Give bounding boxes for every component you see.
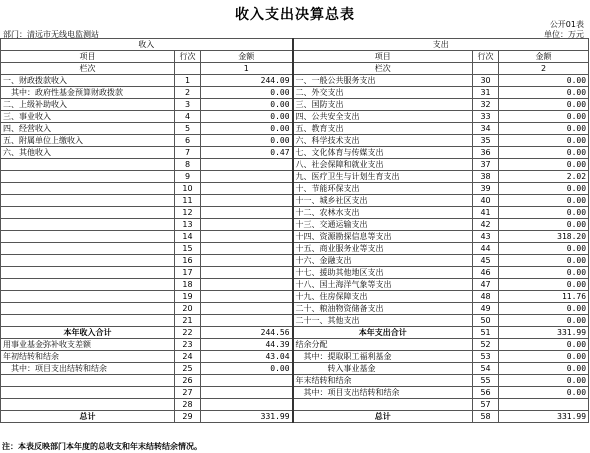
income-line-cell: 14	[175, 231, 201, 243]
expense-item-cell: 总计	[293, 411, 473, 423]
table-row	[1, 375, 589, 387]
table-row	[1, 99, 589, 111]
income-line-cell: 28	[175, 399, 201, 411]
income-amount-cell	[201, 375, 293, 387]
income-amount-cell: 331.99	[201, 411, 293, 423]
income-amount-cell	[201, 303, 293, 315]
expense-item-cell: 十二、农林水支出	[293, 207, 473, 219]
summary-table	[0, 38, 589, 423]
income-item-cell	[1, 303, 175, 315]
income-item-cell: 其中：政府性基金预算财政拨款	[1, 87, 175, 99]
income-amount-cell	[201, 219, 293, 231]
expense-amount-cell: 0.00	[499, 159, 589, 171]
table-row	[1, 75, 589, 87]
income-line-cell: 24	[175, 351, 201, 363]
expense-line-cell: 47	[473, 279, 499, 291]
expense-item-cell: 结余分配	[293, 339, 473, 351]
expense-item-cell: 六、科学技术支出	[293, 135, 473, 147]
expense-line-cell: 50	[473, 315, 499, 327]
income-amount-cell: 44.39	[201, 339, 293, 351]
expense-amount-cell: 0.00	[499, 375, 589, 387]
income-item-cell	[1, 399, 175, 411]
income-amount-cell	[201, 183, 293, 195]
table-row	[1, 399, 589, 411]
expense-amount-cell: 0.00	[499, 147, 589, 159]
header-row-column-index	[1, 63, 589, 75]
expense-line-cell: 40	[473, 195, 499, 207]
expense-item-cell: 本年支出合计	[293, 327, 473, 339]
expense-amount-cell: 0.00	[499, 195, 589, 207]
expense-line-cell: 55	[473, 375, 499, 387]
expense-item-header: 项目	[293, 51, 473, 63]
table-row	[1, 87, 589, 99]
income-item-cell: 一、财政拨款收入	[1, 75, 175, 87]
expense-amount-cell: 0.00	[499, 315, 589, 327]
expense-line-cell: 41	[473, 207, 499, 219]
income-column-blank	[175, 63, 201, 75]
expense-line-cell: 46	[473, 267, 499, 279]
income-amount-cell	[201, 255, 293, 267]
table-row	[1, 243, 589, 255]
expense-item-cell: 二十、粮油物资储备支出	[293, 303, 473, 315]
expense-amount-cell: 0.00	[499, 75, 589, 87]
income-amount-cell	[201, 159, 293, 171]
expense-item-cell: 其中：项目支出结转和结余	[293, 387, 473, 399]
table-row	[1, 255, 589, 267]
income-column-label: 栏次	[1, 63, 175, 75]
expense-line-cell: 48	[473, 291, 499, 303]
table-row	[1, 111, 589, 123]
table-row	[1, 387, 589, 399]
income-line-cell: 3	[175, 99, 201, 111]
expense-amount-cell: 331.99	[499, 411, 589, 423]
income-item-cell: 五、附属单位上缴收入	[1, 135, 175, 147]
table-row	[1, 147, 589, 159]
income-item-cell	[1, 291, 175, 303]
income-amount-cell: 244.09	[201, 75, 293, 87]
income-item-cell: 其中：项目支出结转和结余	[1, 363, 175, 375]
page-title: 收入支出决算总表	[235, 7, 355, 23]
expense-item-cell: 九、医疗卫生与计划生育支出	[293, 171, 473, 183]
expense-amount-cell: 0.00	[499, 87, 589, 99]
income-item-cell	[1, 171, 175, 183]
income-item-cell	[1, 183, 175, 195]
table-row	[1, 195, 589, 207]
expense-line-cell: 51	[473, 327, 499, 339]
table-row	[1, 159, 589, 171]
income-item-cell: 总计	[1, 411, 175, 423]
income-line-cell: 26	[175, 375, 201, 387]
income-item-cell	[1, 315, 175, 327]
expense-column-number: 2	[499, 63, 589, 75]
income-item-cell	[1, 243, 175, 255]
income-header: 收入	[1, 39, 293, 51]
income-line-cell: 5	[175, 123, 201, 135]
expense-item-cell: 十三、交通运输支出	[293, 219, 473, 231]
table-row	[1, 327, 589, 339]
expense-item-cell	[293, 399, 473, 411]
expense-line-cell: 58	[473, 411, 499, 423]
table-row	[1, 171, 589, 183]
income-line-cell: 16	[175, 255, 201, 267]
income-line-cell: 4	[175, 111, 201, 123]
expense-item-cell: 十五、商业服务业等支出	[293, 243, 473, 255]
income-line-cell: 27	[175, 387, 201, 399]
header-row-section	[1, 39, 589, 51]
table-row	[1, 279, 589, 291]
expense-item-cell: 转入事业基金	[293, 363, 473, 375]
expense-item-cell: 一、一般公共服务支出	[293, 75, 473, 87]
table-row	[1, 219, 589, 231]
expense-line-cell: 45	[473, 255, 499, 267]
income-line-cell: 17	[175, 267, 201, 279]
expense-item-cell: 十四、资源勘探信息等支出	[293, 231, 473, 243]
income-amount-cell	[201, 267, 293, 279]
income-amount-cell: 0.00	[201, 111, 293, 123]
table-row	[1, 123, 589, 135]
expense-amount-cell: 0.00	[499, 99, 589, 111]
expense-item-cell: 十六、金融支出	[293, 255, 473, 267]
expense-item-cell: 二十一、其他支出	[293, 315, 473, 327]
income-item-cell	[1, 387, 175, 399]
income-item-cell: 四、经营收入	[1, 123, 175, 135]
expense-line-cell: 35	[473, 135, 499, 147]
table-row	[1, 231, 589, 243]
expense-item-cell: 二、外交支出	[293, 87, 473, 99]
income-item-cell	[1, 195, 175, 207]
income-line-cell: 9	[175, 171, 201, 183]
expense-line-cell: 36	[473, 147, 499, 159]
expense-item-cell: 十九、住房保障支出	[293, 291, 473, 303]
income-line-cell: 19	[175, 291, 201, 303]
table-row	[1, 411, 589, 423]
expense-item-cell: 年末结转和结余	[293, 375, 473, 387]
table-row	[1, 351, 589, 363]
expense-item-cell: 四、公共安全支出	[293, 111, 473, 123]
expense-line-cell: 54	[473, 363, 499, 375]
income-item-cell	[1, 207, 175, 219]
expense-amount-cell: 0.00	[499, 207, 589, 219]
income-line-cell: 1	[175, 75, 201, 87]
income-amount-cell	[201, 315, 293, 327]
expense-line-cell: 53	[473, 351, 499, 363]
income-line-cell: 7	[175, 147, 201, 159]
income-line-cell: 21	[175, 315, 201, 327]
income-item-cell	[1, 279, 175, 291]
expense-amount-cell: 0.00	[499, 363, 589, 375]
expense-amount-cell: 0.00	[499, 111, 589, 123]
expense-item-cell: 七、文化体育与传媒支出	[293, 147, 473, 159]
income-line-cell: 6	[175, 135, 201, 147]
income-amount-cell	[201, 399, 293, 411]
expense-item-cell: 十、节能环保支出	[293, 183, 473, 195]
income-item-cell	[1, 219, 175, 231]
expense-amount-cell: 0.00	[499, 123, 589, 135]
expense-amount-cell: 0.00	[499, 183, 589, 195]
expense-item-cell: 十八、国土海洋气象等支出	[293, 279, 473, 291]
expense-amount-cell: 0.00	[499, 303, 589, 315]
expense-line-cell: 32	[473, 99, 499, 111]
expense-item-cell: 十一、城乡社区支出	[293, 195, 473, 207]
income-amount-cell: 244.56	[201, 327, 293, 339]
department-label: 部门：清远市无线电监测站	[3, 30, 99, 39]
income-amount-cell	[201, 171, 293, 183]
income-amount-cell: 43.04	[201, 351, 293, 363]
income-amount-cell	[201, 231, 293, 243]
expense-amount-cell: 0.00	[499, 279, 589, 291]
table-row	[1, 339, 589, 351]
income-item-cell	[1, 375, 175, 387]
expense-line-cell: 43	[473, 231, 499, 243]
income-item-cell: 用事业基金弥补收支差额	[1, 339, 175, 351]
expense-item-cell: 八、社会保障和就业支出	[293, 159, 473, 171]
income-line-cell: 11	[175, 195, 201, 207]
income-amount-cell	[201, 279, 293, 291]
expense-amount-cell: 0.00	[499, 255, 589, 267]
header-row-columns	[1, 51, 589, 63]
income-line-cell: 20	[175, 303, 201, 315]
expense-line-header: 行次	[473, 51, 499, 63]
income-line-cell: 25	[175, 363, 201, 375]
expense-amount-cell: 331.99	[499, 327, 589, 339]
table-row	[1, 303, 589, 315]
expense-amount-cell: 0.00	[499, 243, 589, 255]
expense-amount-cell: 11.76	[499, 291, 589, 303]
expense-line-cell: 38	[473, 171, 499, 183]
income-amount-cell: 0.00	[201, 135, 293, 147]
expense-line-cell: 30	[473, 75, 499, 87]
expense-amount-cell: 0.00	[499, 135, 589, 147]
table-row	[1, 135, 589, 147]
expense-item-cell: 五、教育支出	[293, 123, 473, 135]
expense-line-cell: 52	[473, 339, 499, 351]
income-amount-cell: 0.00	[201, 363, 293, 375]
expense-line-cell: 44	[473, 243, 499, 255]
income-column-number: 1	[201, 63, 293, 75]
footnote: 注：本表反映部门本年度的总收支和年末结转结余情况。	[2, 442, 202, 451]
income-line-cell: 29	[175, 411, 201, 423]
income-amount-cell: 0.47	[201, 147, 293, 159]
expense-line-cell: 31	[473, 87, 499, 99]
income-amount-cell: 0.00	[201, 99, 293, 111]
income-amount-cell	[201, 207, 293, 219]
income-amount-cell: 0.00	[201, 87, 293, 99]
income-item-cell	[1, 267, 175, 279]
income-line-cell: 10	[175, 183, 201, 195]
expense-amount-header: 金额	[499, 51, 589, 63]
table-row	[1, 363, 589, 375]
income-amount-cell	[201, 387, 293, 399]
income-line-cell: 18	[175, 279, 201, 291]
income-item-cell: 年初结转和结余	[1, 351, 175, 363]
income-amount-cell	[201, 243, 293, 255]
expense-line-cell: 57	[473, 399, 499, 411]
income-line-cell: 22	[175, 327, 201, 339]
income-amount-header: 金额	[201, 51, 293, 63]
table-row	[1, 291, 589, 303]
expense-item-cell: 其中：提取职工福利基金	[293, 351, 473, 363]
income-line-cell: 8	[175, 159, 201, 171]
expense-item-cell: 三、国防支出	[293, 99, 473, 111]
income-line-cell: 23	[175, 339, 201, 351]
expense-item-cell: 十七、援助其他地区支出	[293, 267, 473, 279]
form-number: 公开01表	[549, 20, 584, 29]
expense-amount-cell: 0.00	[499, 351, 589, 363]
expense-line-cell: 49	[473, 303, 499, 315]
expense-column-blank	[473, 63, 499, 75]
expense-amount-cell: 0.00	[499, 339, 589, 351]
expense-amount-cell: 0.00	[499, 387, 589, 399]
table-row	[1, 315, 589, 327]
income-item-cell	[1, 231, 175, 243]
expense-amount-cell: 0.00	[499, 219, 589, 231]
table-row	[1, 183, 589, 195]
income-item-cell: 二、上级补助收入	[1, 99, 175, 111]
income-amount-cell	[201, 291, 293, 303]
expense-line-cell: 39	[473, 183, 499, 195]
income-line-cell: 2	[175, 87, 201, 99]
table-row	[1, 267, 589, 279]
expense-line-cell: 37	[473, 159, 499, 171]
income-line-cell: 13	[175, 219, 201, 231]
income-line-header: 行次	[175, 51, 201, 63]
income-item-cell: 本年收入合计	[1, 327, 175, 339]
expense-line-cell: 34	[473, 123, 499, 135]
expense-line-cell: 42	[473, 219, 499, 231]
income-amount-cell: 0.00	[201, 123, 293, 135]
income-item-cell: 六、其他收入	[1, 147, 175, 159]
income-item-cell: 三、事业收入	[1, 111, 175, 123]
expense-header: 支出	[293, 39, 589, 51]
income-item-cell	[1, 159, 175, 171]
table-row	[1, 207, 589, 219]
income-line-cell: 12	[175, 207, 201, 219]
expense-column-label: 栏次	[293, 63, 473, 75]
unit-label: 单位：万元	[544, 30, 584, 39]
income-line-cell: 15	[175, 243, 201, 255]
income-item-cell	[1, 255, 175, 267]
expense-amount-cell	[499, 399, 589, 411]
expense-line-cell: 33	[473, 111, 499, 123]
expense-amount-cell: 2.02	[499, 171, 589, 183]
expense-amount-cell: 0.00	[499, 267, 589, 279]
expense-amount-cell: 318.20	[499, 231, 589, 243]
income-amount-cell	[201, 195, 293, 207]
income-item-header: 项目	[1, 51, 175, 63]
expense-line-cell: 56	[473, 387, 499, 399]
